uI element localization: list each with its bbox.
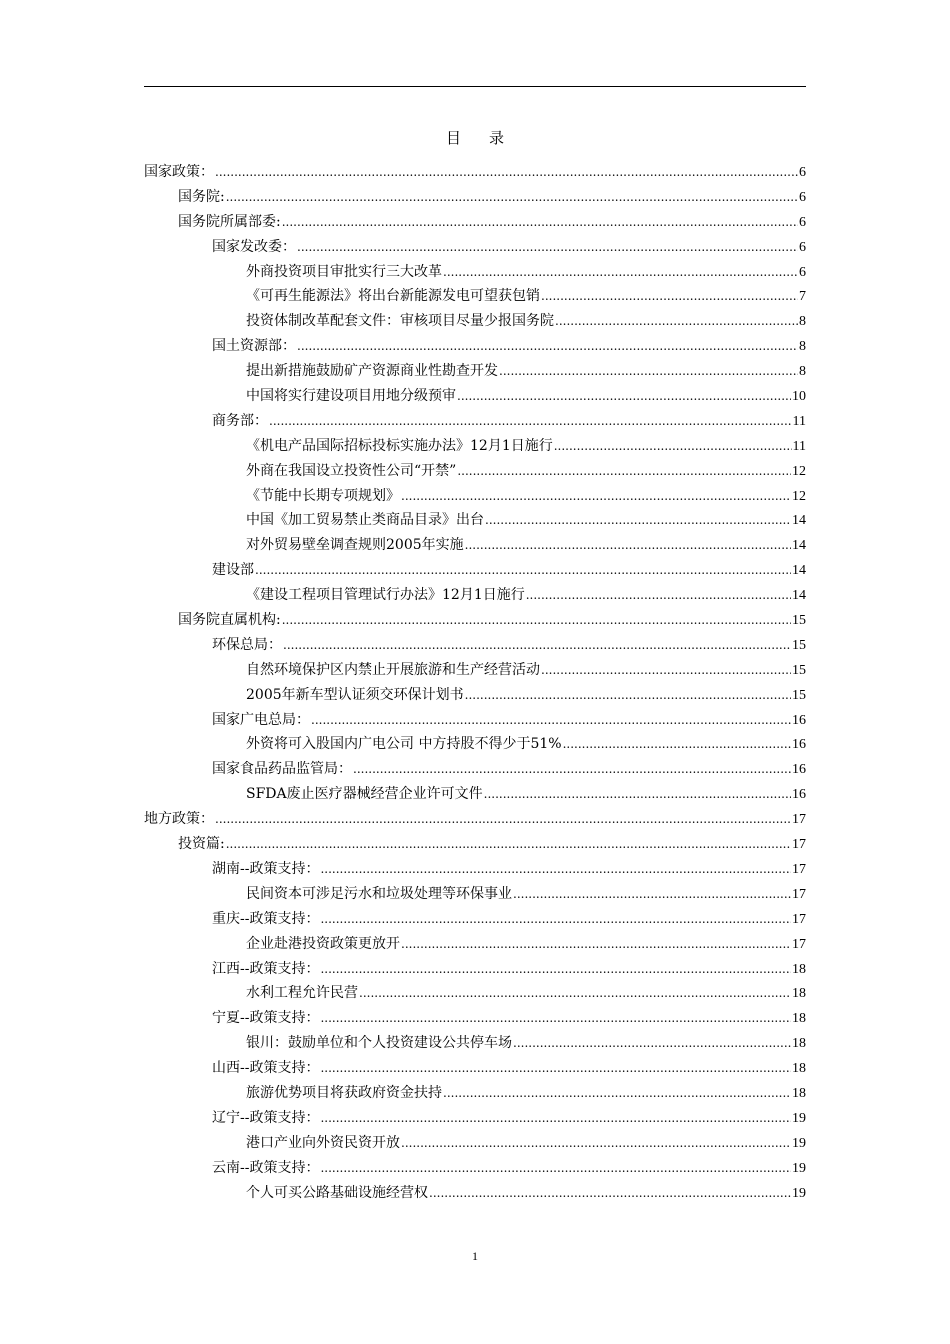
toc-dot-leader [226, 185, 798, 210]
toc-title-char-2: 录 [489, 129, 505, 147]
toc-dot-leader [401, 932, 791, 957]
toc-entry-page: 16 [792, 737, 806, 753]
toc-dot-leader [320, 1056, 791, 1081]
toc-entry[interactable] [144, 1106, 806, 1131]
toc-entry[interactable] [144, 658, 806, 683]
toc-entry-label: 外商投资项目审批实行三大改革 [246, 263, 442, 280]
toc-entry-page: 17 [792, 861, 806, 877]
toc-entry-label: 外资将可入股国内广电公司 中方持股不得少于51% [246, 736, 562, 753]
toc-dot-leader [320, 1006, 791, 1031]
toc-entry-page: 16 [792, 762, 806, 778]
toc-entry[interactable] [144, 757, 806, 782]
toc-entry[interactable] [144, 309, 806, 334]
toc-entry-page: 6 [799, 264, 806, 280]
toc-entry-label: 商务部： [212, 412, 268, 429]
toc-dot-leader [320, 857, 791, 882]
toc-entry-page: 19 [792, 1160, 806, 1176]
toc-entry[interactable] [144, 1131, 806, 1156]
toc-entry-label: 山西--政策支持： [212, 1060, 320, 1077]
toc-entry-label: 企业赴港投资政策更放开 [246, 935, 400, 952]
toc-entry-page: 6 [799, 189, 806, 205]
toc-entry[interactable] [144, 1031, 806, 1056]
toc-entry-page: 15 [792, 687, 806, 703]
toc-entry-label: 投资篇: [178, 836, 225, 853]
toc-entry-page: 14 [792, 538, 806, 554]
toc-entry-label: 重庆--政策支持： [212, 910, 320, 927]
toc-entry[interactable] [144, 957, 806, 982]
toc-entry-page: 16 [792, 787, 806, 803]
toc-entry[interactable] [144, 359, 806, 384]
toc-entry-page: 6 [799, 165, 806, 180]
toc-entry[interactable] [144, 508, 806, 533]
toc-dot-leader [513, 1031, 791, 1056]
toc-dot-leader [215, 160, 798, 185]
toc-entry-label: 外商在我国设立投资性公司“开禁” [246, 462, 457, 479]
toc-entry-page: 18 [792, 1085, 806, 1101]
toc-dot-leader [226, 832, 791, 857]
toc-entry[interactable] [144, 608, 806, 633]
toc-entry[interactable] [144, 857, 806, 882]
toc-dot-leader [282, 210, 798, 235]
toc-entry-label: 自然环境保护区内禁止开展旅游和生产经营活动 [246, 661, 540, 678]
toc-entry-label: 宁夏--政策支持： [212, 1010, 320, 1027]
toc-entry-page: 18 [792, 961, 806, 977]
toc-entry[interactable] [144, 484, 806, 509]
toc-dot-leader [541, 658, 791, 683]
toc-dot-leader [282, 608, 791, 633]
toc-entry-page: 12 [792, 463, 806, 479]
toc-entry-label: 湖南--政策支持： [212, 860, 320, 877]
toc-entry-label: 投资体制改革配套文件：审核项目尽量少报国务院 [246, 313, 554, 330]
toc-entry-label: 国务院直属机构: [178, 612, 281, 629]
toc-entry-label: 提出新措施鼓励矿产资源商业性勘查开发 [246, 363, 498, 380]
toc-entry-label: 国务院所属部委: [178, 213, 281, 230]
toc-dot-leader [457, 384, 791, 409]
toc-dot-leader [255, 558, 791, 583]
toc-dot-leader [526, 583, 791, 608]
toc-dot-leader [484, 782, 791, 807]
toc-entry-page: 8 [799, 314, 806, 330]
toc-entry-label: 辽宁--政策支持： [212, 1109, 320, 1126]
toc-dot-leader [353, 757, 791, 782]
toc-entry[interactable] [144, 260, 806, 285]
toc-entry[interactable] [144, 1006, 806, 1031]
toc-entry-page: 10 [792, 389, 806, 405]
toc-entry[interactable] [144, 533, 806, 558]
toc-entry[interactable] [144, 907, 806, 932]
toc-dot-leader [297, 235, 798, 260]
toc-dot-leader [320, 957, 791, 982]
toc-entry-label: 个人可买公路基础设施经营权 [246, 1184, 428, 1201]
toc-entry-label: 国家发改委： [212, 238, 296, 255]
toc-entry-label: 中国《加工贸易禁止类商品目录》出台 [246, 512, 484, 529]
toc-entry-label: 民间资本可涉足污水和垃圾处理等环保事业 [246, 885, 512, 902]
toc-entry-page: 15 [792, 637, 806, 653]
toc-entry-label: 国土资源部： [212, 338, 296, 355]
toc-entry[interactable] [144, 1056, 806, 1081]
toc-entry-label: 中国将实行建设项目用地分级预审 [246, 388, 456, 405]
toc-entry-page: 6 [799, 239, 806, 255]
toc-entry-label: 江西--政策支持： [212, 960, 320, 977]
toc-entry[interactable] [144, 409, 806, 434]
toc-entry-page: 14 [792, 563, 806, 579]
toc-entry[interactable] [144, 459, 806, 484]
toc-entry-label: 《可再生能源法》将出台新能源发电可望获包销 [246, 288, 540, 305]
toc-entry[interactable] [144, 807, 806, 832]
toc-entry-label: SFDA废止医疗器械经营企业许可文件 [246, 786, 483, 803]
toc-entry[interactable] [144, 185, 806, 210]
toc-entry-page: 17 [792, 936, 806, 952]
toc-entry-label: 国务院: [178, 188, 225, 205]
toc-entry-page: 14 [792, 513, 806, 529]
toc-entry-page: 7 [799, 289, 806, 305]
toc-dot-leader [465, 533, 791, 558]
toc-entry-page: 17 [792, 886, 806, 902]
toc-entry[interactable] [144, 782, 806, 807]
toc-entry[interactable] [144, 384, 806, 409]
toc-dot-leader [485, 508, 791, 533]
toc-entry[interactable] [144, 932, 806, 957]
toc-dot-leader [554, 434, 792, 459]
toc-entry-label: 《节能中长期专项规划》 [246, 487, 400, 504]
toc-entry-label: 银川：鼓励单位和个人投资建设公共停车场 [246, 1035, 512, 1052]
toc-entry-page: 19 [792, 1185, 806, 1201]
toc-dot-leader [297, 334, 798, 359]
toc-entry[interactable] [144, 882, 806, 907]
toc-entry[interactable] [144, 160, 806, 185]
toc-entry[interactable] [144, 981, 806, 1006]
toc-entry[interactable] [144, 732, 806, 757]
toc-dot-leader [429, 1181, 791, 1206]
toc-entry-page: 17 [792, 812, 806, 828]
toc-entry[interactable] [144, 235, 806, 260]
toc-entry[interactable] [144, 633, 806, 658]
toc-dot-leader [555, 309, 798, 334]
toc-dot-leader [359, 981, 791, 1006]
toc-entry-label: 国家食品药品监管局： [212, 761, 352, 778]
toc-entry-label: 地方政策： [144, 811, 214, 828]
toc-entry-label: 《建设工程项目管理试行办法》12月1日施行 [246, 587, 525, 604]
toc-entry[interactable] [144, 558, 806, 583]
toc-dot-leader [320, 1156, 791, 1181]
toc-dot-leader [269, 409, 792, 434]
toc-entry-page: 19 [792, 1110, 806, 1126]
toc-entry-label: 环保总局： [212, 636, 282, 653]
header-rule [144, 86, 806, 87]
toc-entry-label: 港口产业向外资民资开放 [246, 1134, 400, 1151]
toc-entry-page: 18 [792, 986, 806, 1002]
toc-entry-page: 11 [792, 413, 806, 429]
toc-entry-label: 旅游优势项目将获政府资金扶持 [246, 1084, 442, 1101]
toc-entry[interactable] [144, 1181, 806, 1206]
toc-entry-page: 8 [799, 364, 806, 380]
toc-entry-label: 2005年新车型认证须交环保计划书 [246, 686, 464, 703]
toc-entry-label: 水利工程允许民营 [246, 985, 358, 1002]
toc-dot-leader [563, 732, 791, 757]
toc-dot-leader [457, 459, 791, 484]
toc-entry-label: 国家广电总局： [212, 711, 310, 728]
toc-entry[interactable] [144, 284, 806, 309]
toc-dot-leader [443, 1081, 791, 1106]
toc-dot-leader [215, 807, 791, 832]
toc-entry-page: 8 [799, 339, 806, 355]
toc-entry[interactable] [144, 583, 806, 608]
toc-entry-label: 云南--政策支持： [212, 1159, 320, 1176]
toc-entry-page: 6 [799, 214, 806, 230]
toc-entry[interactable] [144, 1156, 806, 1181]
toc-dot-leader [401, 484, 791, 509]
toc-dot-leader [443, 260, 798, 285]
toc-dot-leader [465, 683, 791, 708]
toc-entry-label: 对外贸易壁垒调查规则2005年实施 [246, 537, 464, 554]
toc-entry-page: 18 [792, 1011, 806, 1027]
toc-entry-page: 14 [792, 588, 806, 604]
toc-entry[interactable] [144, 210, 806, 235]
table-of-contents [144, 160, 806, 1205]
toc-title-char-1: 目 [445, 129, 461, 147]
toc-dot-leader [499, 359, 798, 384]
toc-entry-label: 建设部 [212, 562, 254, 579]
toc-dot-leader [320, 907, 791, 932]
toc-entry-page: 18 [792, 1061, 806, 1077]
toc-entry[interactable] [144, 334, 806, 359]
toc-entry-page: 15 [792, 613, 806, 629]
toc-entry-page: 18 [792, 1036, 806, 1052]
toc-entry-label: 《机电产品国际招标投标实施办法》12月1日施行 [246, 437, 553, 454]
toc-entry[interactable] [144, 1081, 806, 1106]
toc-entry-page: 16 [792, 712, 806, 728]
toc-entry-page: 15 [792, 662, 806, 678]
toc-entry-page: 12 [792, 488, 806, 504]
toc-dot-leader [283, 633, 791, 658]
toc-entry[interactable] [144, 708, 806, 733]
toc-entry-page: 17 [792, 837, 806, 853]
toc-dot-leader [401, 1131, 791, 1156]
toc-entry[interactable] [144, 683, 806, 708]
toc-entry[interactable] [144, 832, 806, 857]
toc-dot-leader [513, 882, 791, 907]
toc-dot-leader [541, 284, 798, 309]
toc-dot-leader [320, 1106, 791, 1131]
toc-dot-leader [311, 708, 791, 733]
toc-entry[interactable] [144, 434, 806, 459]
toc-title [0, 127, 950, 148]
toc-entry-page: 19 [792, 1135, 806, 1151]
page-number: 1 [472, 1249, 478, 1263]
toc-entry-label: 国家政策： [144, 164, 214, 180]
toc-entry-page: 11 [792, 438, 806, 454]
toc-entry-page: 17 [792, 911, 806, 927]
